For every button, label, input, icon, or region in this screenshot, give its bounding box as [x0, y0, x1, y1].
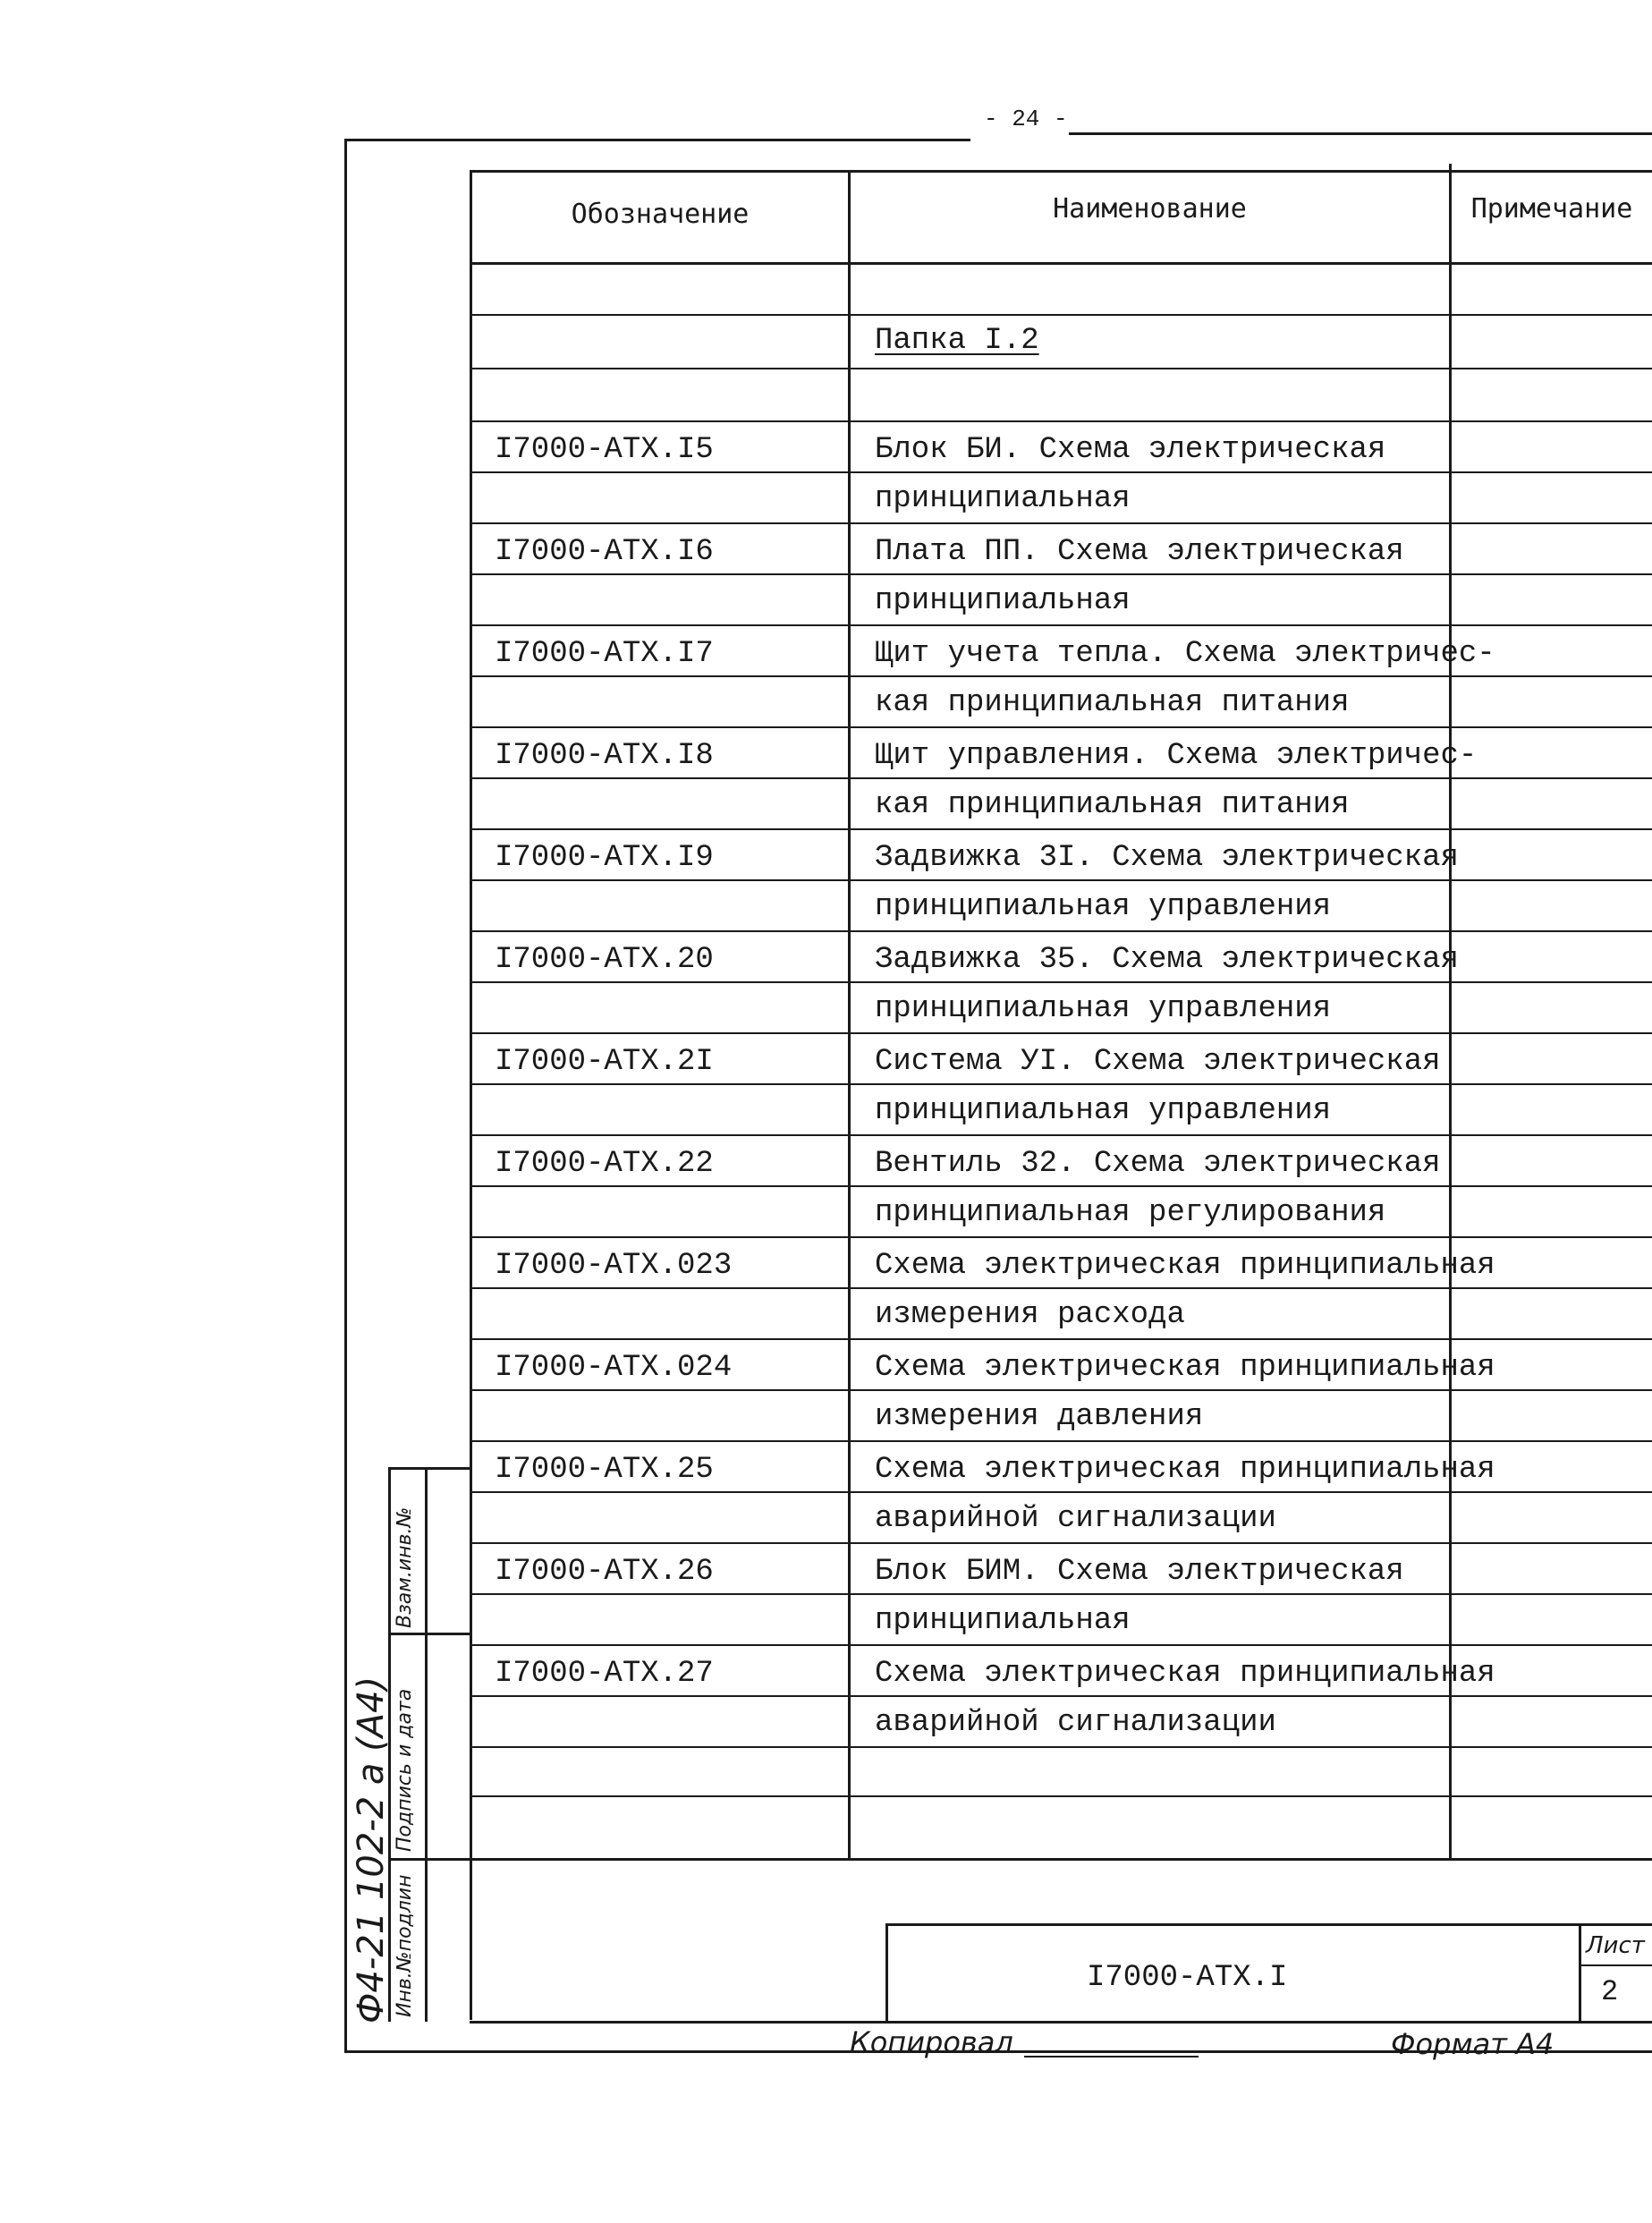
footer-copied-line [1024, 2056, 1199, 2058]
row-name-line2: принципиальная регулирования [875, 1196, 1386, 1230]
row-line [472, 471, 1652, 473]
row-line [472, 314, 1652, 316]
row-line [472, 981, 1652, 983]
row-name-line1: Щит управления. Схема электричес- [875, 739, 1478, 773]
row-name-line2: принципиальная [875, 482, 1131, 516]
row-line [472, 1185, 1652, 1187]
page-number: - 24 - [984, 106, 1068, 132]
frame-top-left [344, 139, 970, 141]
row-code: I7000-АТХ.I7 [495, 637, 714, 671]
column-divider-1 [848, 170, 851, 1861]
row-line [472, 930, 1652, 932]
header-bottom-border [470, 262, 1652, 265]
row-code: I7000-АТХ.22 [495, 1147, 714, 1181]
row-name-line2: принципиальная [875, 584, 1131, 618]
table-left-border [470, 170, 472, 2020]
row-line [472, 879, 1652, 881]
row-name-line1: Схема электрическая принципиальная [875, 1351, 1495, 1385]
row-code: I7000-АТХ.I5 [495, 433, 714, 467]
row-name-line2: аварийной сигнализации [875, 1706, 1276, 1740]
column-divider-2 [1449, 164, 1452, 1861]
row-line [472, 675, 1652, 677]
row-line [472, 1287, 1652, 1289]
row-code: I7000-АТХ.20 [495, 943, 714, 977]
margin-form-code: Ф4-21 102-2 а (А4) [351, 1676, 392, 2024]
row-line [472, 1083, 1652, 1085]
row-name-line2: принципиальная управления [875, 1094, 1332, 1128]
table-bottom-border [470, 1858, 1652, 1861]
stamp-left-border [885, 1923, 888, 2024]
row-code: I7000-АТХ.I9 [495, 841, 714, 875]
row-name-line1: Вентиль 32. Схема электрическая [875, 1147, 1441, 1181]
row-name-line2: аварийной сигнализации [875, 1502, 1276, 1536]
footer-copied: Копировал [850, 2025, 1013, 2059]
row-line [472, 1236, 1652, 1238]
row-name-line2: кая принципиальная питания [875, 788, 1350, 822]
header-top-border [470, 170, 1652, 173]
row-line [472, 1593, 1652, 1595]
row-line [472, 1491, 1652, 1493]
row-line [472, 420, 1652, 422]
frame-left [344, 139, 347, 2053]
row-line [472, 777, 1652, 779]
row-name-line1: Щит учета тепла. Схема электричес- [875, 637, 1495, 671]
row-line [472, 368, 1652, 369]
stamp-sheet-divider [1579, 1964, 1652, 1966]
row-name-line1: Система УI. Схема электрическая [875, 1045, 1441, 1079]
stamp-doc-code: I7000-АТХ.I [1087, 1961, 1288, 1995]
row-name-line2: принципиальная [875, 1604, 1131, 1638]
row-name-line1: Схема электрическая принципиальная [875, 1249, 1495, 1283]
frame-top-right [1069, 132, 1652, 135]
row-code: I7000-АТХ.2I [495, 1045, 714, 1079]
margin-box-div2 [388, 1858, 472, 1861]
row-name-line2: кая принципиальная питания [875, 686, 1350, 720]
row-line [472, 1695, 1652, 1697]
folder-title: Папка I.2 [875, 324, 1039, 358]
row-code: I7000-АТХ.27 [495, 1657, 714, 1691]
row-name-line1: Схема электрическая принципиальная [875, 1657, 1495, 1691]
row-line [472, 1032, 1652, 1034]
margin-box-mid [425, 1467, 428, 2022]
margin-vzam-inv: Взам.инв.№ [394, 1506, 416, 1628]
row-line [472, 828, 1652, 830]
row-name-line1: Блок БИ. Схема электрическая [875, 433, 1386, 467]
footer-format: Формат А4 [1391, 2027, 1555, 2061]
row-name-line1: Задвижка 35. Схема электрическая [875, 943, 1459, 977]
row-line [472, 624, 1652, 626]
margin-sign-date: Подпись и дата [394, 1688, 416, 1852]
row-name-line1: Схема электрическая принципиальная [875, 1453, 1495, 1487]
row-code: I7000-АТХ.I6 [495, 535, 714, 569]
row-code: I7000-АТХ.25 [495, 1453, 714, 1487]
row-name-line2: измерения расхода [875, 1298, 1185, 1332]
header-name: Наименование [1053, 193, 1247, 225]
stamp-sheet-label: Лист [1586, 1932, 1645, 1959]
row-line [472, 1542, 1652, 1544]
row-line [472, 522, 1652, 524]
row-line [472, 1746, 1652, 1748]
stamp-bottom-border [470, 2021, 1652, 2024]
row-name-line1: Блок БИМ. Схема электрическая [875, 1555, 1404, 1589]
row-line [472, 726, 1652, 728]
stamp-top-border [885, 1923, 1652, 1926]
stamp-sheet-number: 2 [1601, 1975, 1619, 2008]
row-code: I7000-АТХ.26 [495, 1555, 714, 1589]
header-note: Примечание [1470, 193, 1633, 225]
row-code: I7000-АТХ.I8 [495, 739, 714, 773]
row-line [472, 1134, 1652, 1136]
row-name-line2: измерения давления [875, 1400, 1204, 1434]
row-line [472, 1338, 1652, 1340]
margin-box-top [388, 1467, 472, 1470]
row-line [472, 573, 1652, 575]
header-designation: Обозначение [571, 199, 750, 230]
row-name-line2: принципиальная управления [875, 890, 1332, 924]
row-line [472, 1389, 1652, 1391]
row-line [472, 1440, 1652, 1442]
row-code: I7000-АТХ.024 [495, 1351, 733, 1385]
row-code: I7000-АТХ.023 [495, 1249, 733, 1283]
stamp-divider [1579, 1923, 1581, 2024]
row-name-line2: принципиальная управления [875, 992, 1332, 1026]
row-line [472, 1795, 1652, 1797]
margin-inv-orig: Инв.№подлин [394, 1874, 416, 2017]
margin-box-div1 [388, 1633, 472, 1635]
row-name-line1: Задвижка 3I. Схема электрическая [875, 841, 1459, 875]
row-name-line1: Плата ПП. Схема электрическая [875, 535, 1404, 569]
row-line [472, 1644, 1652, 1646]
